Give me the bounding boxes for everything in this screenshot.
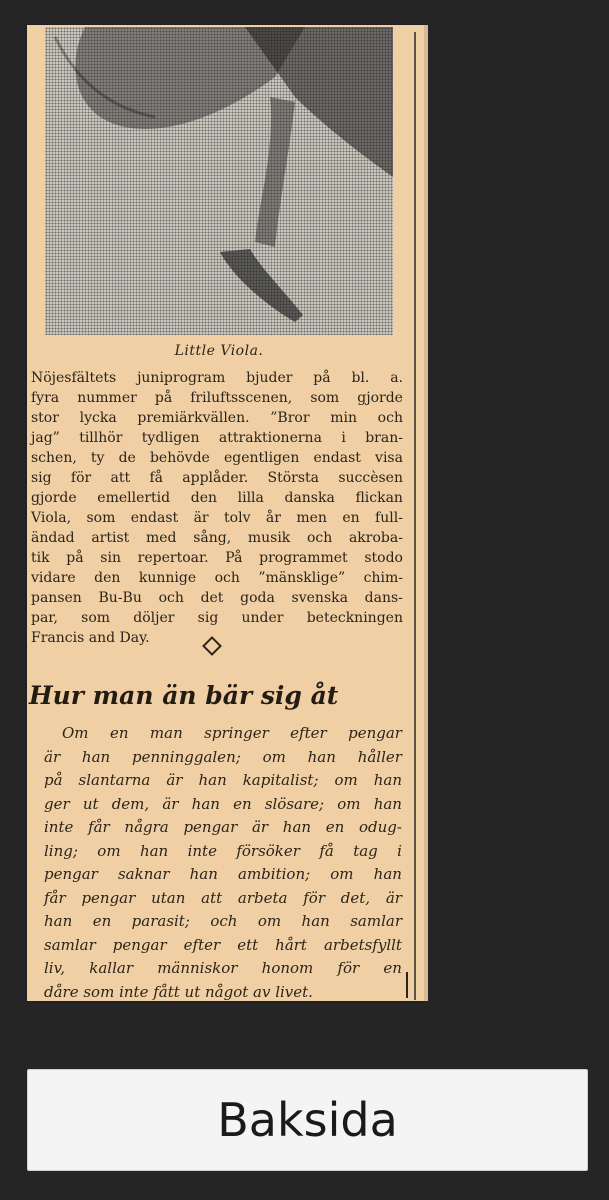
article-line: jag” tillhör tydligen attraktionerna i bran- (31, 430, 403, 446)
article-column (44, 722, 402, 1004)
article-line: Viola, som endast är tolv år men en full- (31, 510, 403, 526)
article-body (31, 368, 403, 648)
article-line: gjorde emellertid den lilla danska flickan (31, 490, 403, 506)
photo-illustration (45, 27, 393, 335)
article-line: pansen Bu-Bu och det goda svenska dans- (31, 590, 403, 606)
article-line: schen, ty de behövde egentligen endast visa (31, 450, 403, 466)
label-box (27, 1069, 588, 1171)
article-line: ändad artist med sång, musik och akroba- (31, 530, 403, 546)
label-text: Baksida (217, 1093, 398, 1147)
article-line: sig för att få applåder. Största succèsen (31, 470, 403, 486)
article-line: vidare den kunnige och ”mänsklige” chim- (31, 570, 403, 586)
column2-line: pengar saknar han ambition; om han (44, 865, 402, 883)
article-line: par, som döljer sig under beteckningen (31, 610, 403, 626)
article-line: fyra nummer på friluftsscenen, som gjorde (31, 390, 403, 406)
clipping-edge (424, 25, 428, 1001)
column2-line: ger ut dem, är han en slösare; om han (44, 794, 402, 813)
margin-mark (406, 972, 408, 998)
headline: Hur man än bär sig åt (29, 681, 339, 710)
column2-line: Om en man springer efter pengar (62, 724, 402, 742)
column-rule (414, 32, 416, 1000)
column2-line: samlar pengar efter ett hårt arbetsfyllt (44, 935, 402, 954)
column2-line: på slantarna är han kapitalist; om han (44, 771, 402, 789)
article-line: Francis and Day. (31, 630, 150, 646)
photo-little-viola (45, 27, 393, 335)
article-line: stor lycka premiärkvällen. ”Bror min och (31, 410, 403, 426)
column2-line: inte får några pengar är han en odug- (44, 818, 402, 836)
photo-caption: Little Viola. (174, 343, 264, 359)
article-line: Nöjesfältets juniprogram bjuder på bl. a. (31, 370, 403, 386)
column2-line: är han penninggalen; om han håller (44, 747, 402, 766)
article-line: tik på sin repertoar. På programmet stodo (31, 550, 403, 566)
column2-line: dåre som inte fått ut något av livet. (44, 982, 313, 1001)
column2-line: får pengar utan att arbeta för det, är (44, 888, 402, 907)
column2-line: han en parasit; och om han samlar (44, 912, 402, 930)
column2-line: liv, kallar människor honom för en (44, 959, 402, 977)
column2-line: ling; om han inte försöker få tag i (44, 841, 402, 860)
